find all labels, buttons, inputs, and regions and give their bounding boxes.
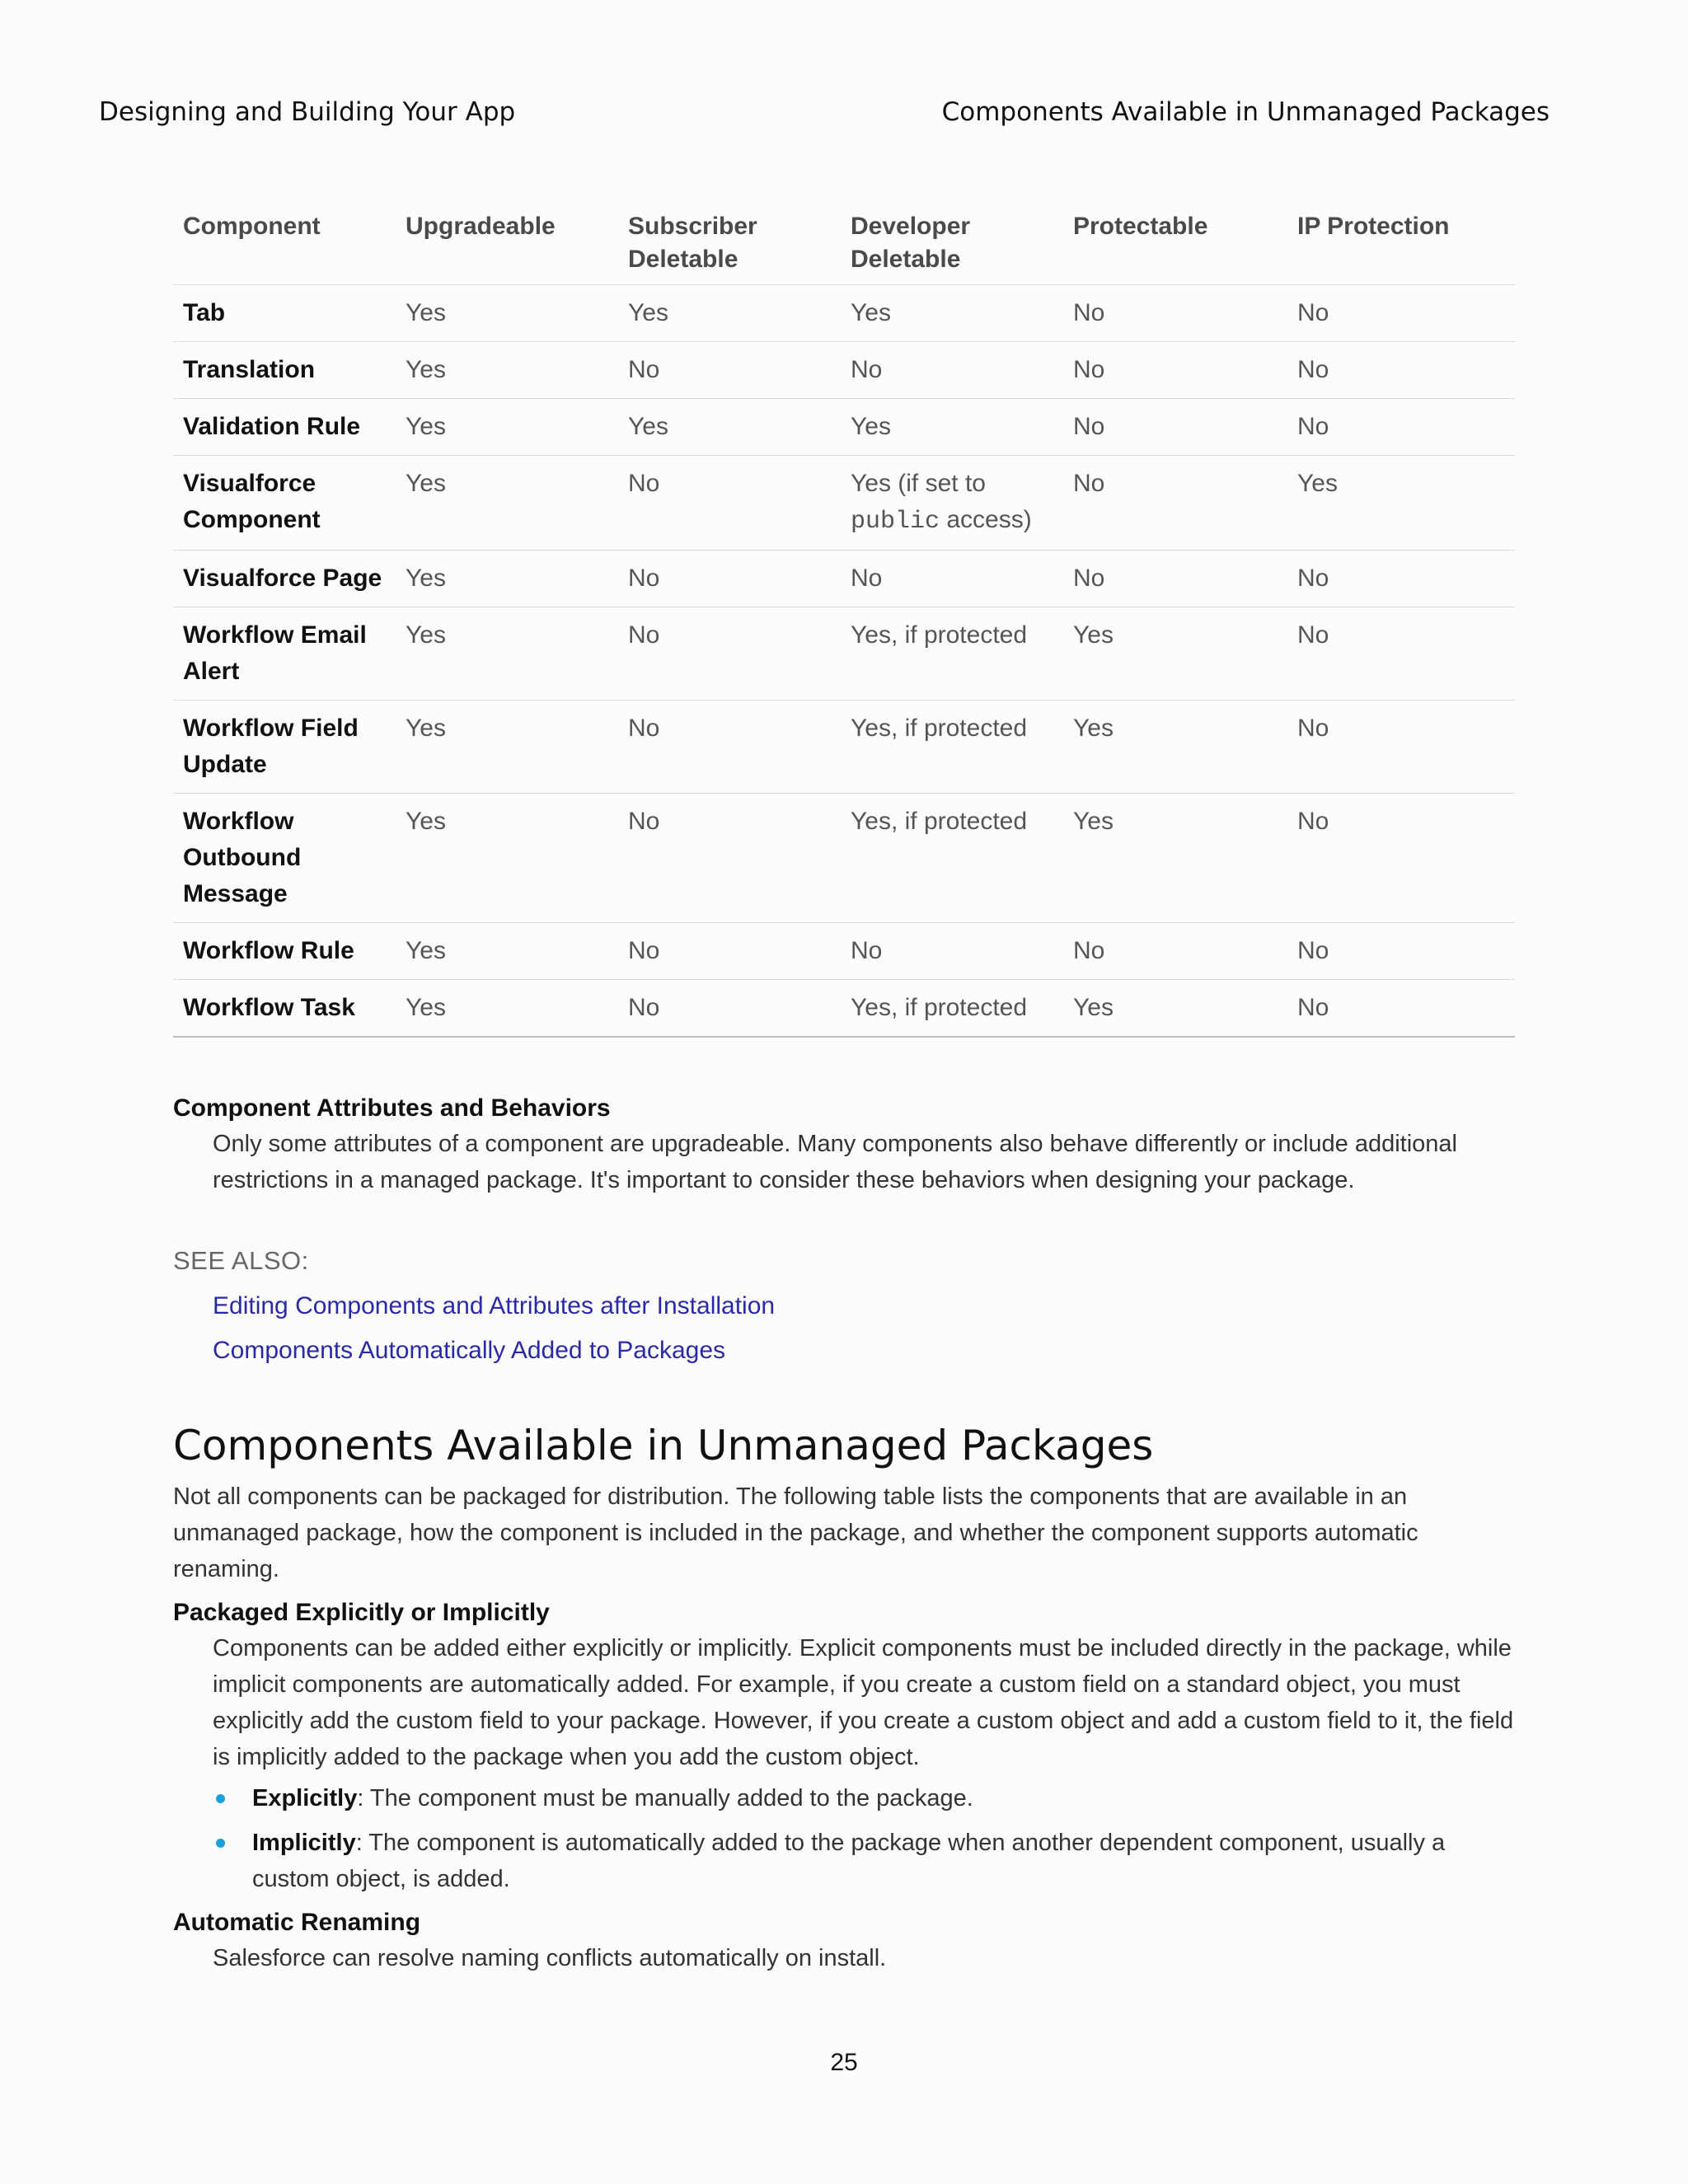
attributes-definition: Only some attributes of a component are upgradeable. Many components also behave differently or include additional restrictions in a managed package. It's important to consider these behaviors when designing your package. [213, 1131, 1457, 1193]
table-header-row [173, 194, 1515, 285]
bullet-text: : The component must be manually added to the package. [357, 1785, 973, 1811]
renaming-definition: Salesforce can resolve naming conflicts automatically on install. [213, 1945, 887, 1971]
table-row [173, 794, 1515, 923]
header-chapter-title: Designing and Building Your App [99, 97, 516, 127]
table-cell: No [1287, 980, 1515, 1038]
table-cell: No [618, 794, 841, 923]
column-header-ip-protection: IP Protection [1287, 194, 1515, 285]
see-also-label: SEE ALSO: [173, 1246, 309, 1275]
components-table [173, 194, 1515, 1038]
table-cell: Yes [396, 607, 618, 701]
bullet-icon [216, 1794, 225, 1803]
table-cell: No [1287, 794, 1515, 923]
table-cell: Yes [1063, 980, 1287, 1038]
table-cell: Yes [618, 399, 841, 456]
table-cell: Yes [396, 701, 618, 794]
table-cell: Yes [841, 399, 1063, 456]
table-cell: No [618, 607, 841, 701]
table-cell: Yes [396, 551, 618, 607]
list-item [213, 1825, 1517, 1897]
table-row [173, 607, 1515, 701]
column-header-component: Component [173, 194, 396, 285]
table-cell: Yes [396, 794, 618, 923]
table-cell: Yes [1063, 794, 1287, 923]
column-header-developer-deletable: Developer Deletable [841, 194, 1063, 285]
table-cell: No [618, 342, 841, 399]
table-cell: No [1063, 551, 1287, 607]
table-cell: Yes [1063, 701, 1287, 794]
table-row [173, 980, 1515, 1038]
bullet-term: Explicitly [252, 1785, 358, 1811]
table-cell-component: Translation [173, 342, 396, 399]
table-row [173, 285, 1515, 342]
table-cell: No [1287, 701, 1515, 794]
packaged-definition: Components can be added either explicitly or implicitly. Explicit components must be included directly in the package, while implicit components are automatically added. For example, if you create a custom field on a standard object, you must explicitly add the custom field to your package. However, if you create a custom object and add a custom field to it, the field is implicitly added to the package when you add the custom object. [213, 1635, 1514, 1770]
table-row [173, 923, 1515, 980]
table-cell: Yes, if protected [841, 701, 1063, 794]
table-cell: Yes [618, 285, 841, 342]
table-cell: No [618, 551, 841, 607]
attributes-term: Component Attributes and Behaviors [173, 1094, 611, 1122]
table-cell: No [1287, 342, 1515, 399]
table-cell: No [618, 701, 841, 794]
bullet-text: : The component is automatically added to the package when another dependent component, usually a custom object, is added. [252, 1830, 1446, 1892]
table-cell: No [841, 342, 1063, 399]
bullet-icon [216, 1839, 225, 1848]
bullet-term: Implicitly [252, 1830, 356, 1856]
code-public: public [851, 508, 940, 536]
table-cell: No [618, 980, 841, 1038]
header-section-title: Components Available in Unmanaged Packages [941, 97, 1550, 127]
table-cell: No [1287, 551, 1515, 607]
running-header [99, 97, 1589, 134]
section-heading: Components Available in Unmanaged Packages [173, 1422, 1154, 1469]
table-cell: No [1287, 285, 1515, 342]
table-cell: Yes [396, 923, 618, 980]
link-editing-components[interactable]: Editing Components and Attributes after Installation [213, 1292, 776, 1319]
table-cell: Yes [396, 399, 618, 456]
renaming-term: Automatic Renaming [173, 1909, 421, 1936]
table-cell-component: Visualforce Page [173, 551, 396, 607]
table-row [173, 342, 1515, 399]
table-cell: No [841, 551, 1063, 607]
section-intro: Not all components can be packaged for distribution. The following table lists the components that are available in an unmanaged package, how the component is included in the package, and whether the component supports automatic renaming. [173, 1483, 1418, 1582]
table-cell: No [618, 456, 841, 551]
table-cell: No [1287, 399, 1515, 456]
inclusion-list [173, 1780, 1517, 1897]
table-row [173, 456, 1515, 551]
link-components-auto-added[interactable]: Components Automatically Added to Packages [213, 1337, 726, 1364]
list-item [213, 1780, 1517, 1816]
table-cell-component: Tab [173, 285, 396, 342]
table-cell: No [1063, 342, 1287, 399]
column-header-subscriber-deletable: Subscriber Deletable [618, 194, 841, 285]
see-also [173, 1246, 1517, 1373]
table-cell: Yes, if protected [841, 794, 1063, 923]
table-cell: No [1287, 607, 1515, 701]
column-header-protectable: Protectable [1063, 194, 1287, 285]
table-cell-component: Workflow Rule [173, 923, 396, 980]
table-cell: No [618, 923, 841, 980]
table-cell: No [1063, 923, 1287, 980]
table-cell: Yes [1063, 607, 1287, 701]
table-cell: No [1063, 399, 1287, 456]
table-cell: Yes [841, 285, 1063, 342]
table-cell: Yes [396, 285, 618, 342]
table-cell: Yes [1287, 456, 1515, 551]
table-cell: Yes [396, 980, 618, 1038]
table-row [173, 551, 1515, 607]
table-cell-component: Workflow Field Update [173, 701, 396, 794]
packaged-term: Packaged Explicitly or Implicitly [173, 1599, 550, 1626]
attributes-section [173, 1091, 1517, 1198]
table-cell-component: Workflow Outbound Message [173, 794, 396, 923]
table-cell: Yes [396, 456, 618, 551]
unmanaged-section [173, 1419, 1517, 1976]
table-cell: No [841, 923, 1063, 980]
table-cell-developer-deletable-visualforce: Yes (if set to public access) [841, 456, 1063, 551]
table-cell-component: Workflow Email Alert [173, 607, 396, 701]
table-cell: Yes, if protected [841, 607, 1063, 701]
table-cell: Yes [396, 342, 618, 399]
table-cell-component: Workflow Task [173, 980, 396, 1038]
table-cell: No [1063, 456, 1287, 551]
table-cell: Yes, if protected [841, 980, 1063, 1038]
table-cell-component: Validation Rule [173, 399, 396, 456]
table-cell: No [1063, 285, 1287, 342]
table-row [173, 399, 1515, 456]
page-number: 25 [830, 2049, 858, 2076]
column-header-upgradeable: Upgradeable [396, 194, 618, 285]
table-cell: No [1287, 923, 1515, 980]
table-row [173, 701, 1515, 794]
table-cell-component: Visualforce Component [173, 456, 396, 551]
